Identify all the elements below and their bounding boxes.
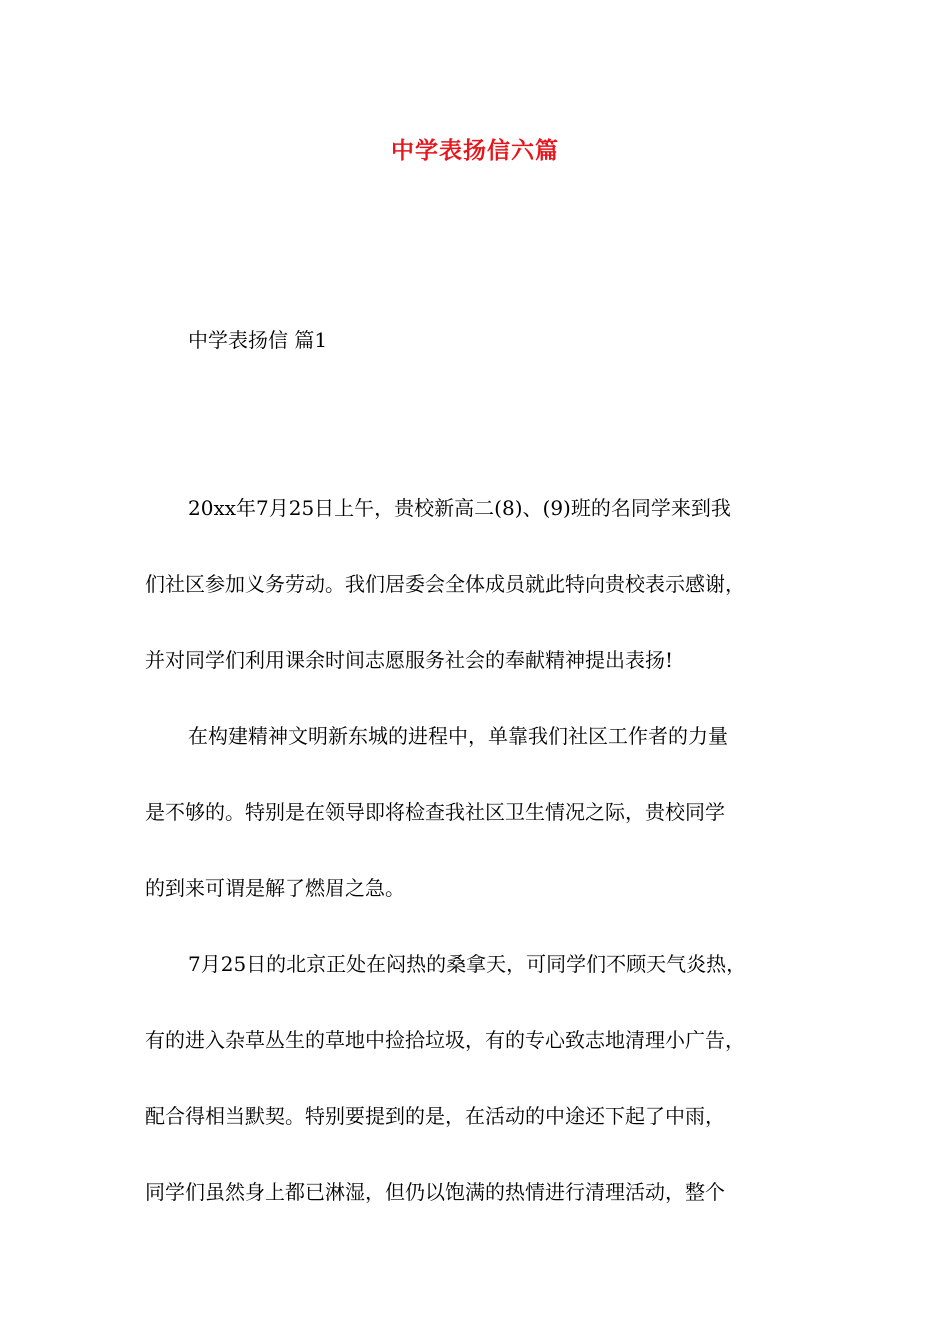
paragraph-1 (145, 470, 830, 698)
text-line: 有的进入杂草丛生的草地中捡拾垃圾，有的专心致志地清理小广告， (145, 1028, 745, 1052)
paragraph-3 (145, 926, 830, 1230)
text-line: 在构建精神文明新东城的进程中，单靠我们社区工作者的力量 (188, 724, 728, 748)
text-line: 是不够的。特别是在领导即将检查我社区卫生情况之际，贵校同学 (145, 800, 725, 824)
body-text (145, 470, 830, 1230)
section-heading: 中学表扬信 篇1 (188, 328, 328, 352)
paragraph-2 (145, 698, 830, 926)
text-line: 20xx年7月25日上午，贵校新高二(8)、(9)班的名同学来到我 (188, 496, 731, 520)
text-line: 同学们虽然身上都已淋湿，但仍以饱满的热情进行清理活动，整个 (145, 1180, 725, 1204)
document-title: 中学表扬信六篇 (391, 138, 559, 164)
text-line: 配合得相当默契。特别要提到的是，在活动的中途还下起了中雨， (145, 1104, 725, 1128)
text-line: 并对同学们利用课余时间志愿服务社会的奉献精神提出表扬! (145, 648, 674, 672)
text-line: 们社区参加义务劳动。我们居委会全体成员就此特向贵校表示感谢， (145, 572, 745, 596)
text-line: 7月25日的北京正处在闷热的桑拿天，可同学们不顾天气炎热， (188, 952, 747, 976)
text-line: 的到来可谓是解了燃眉之急。 (145, 876, 405, 900)
